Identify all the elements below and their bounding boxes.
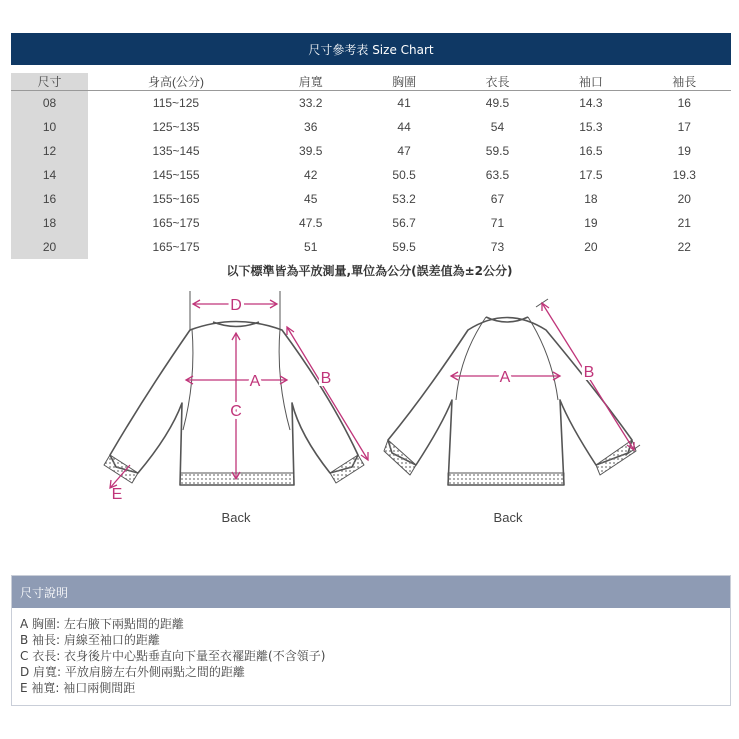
size-cell: 20 — [11, 235, 88, 259]
left-caption: Back — [221, 510, 251, 525]
right-labels — [500, 364, 595, 386]
table-cell: 16 — [677, 95, 691, 110]
table-cell: 125~135 — [152, 119, 200, 134]
table-cell: 15.3 — [579, 119, 603, 134]
table-cell: 145~155 — [152, 167, 200, 182]
right-cuff-right-rib — [596, 440, 636, 475]
table-cell: 39.5 — [299, 143, 323, 158]
table-cell: 47 — [397, 143, 411, 158]
table-cell: 56.7 — [392, 215, 416, 230]
right-garment — [384, 317, 636, 485]
left-cuff-right-rib — [330, 455, 364, 483]
label-e: E — [111, 486, 123, 503]
label-b-right: B — [583, 364, 595, 381]
table-cell: 45 — [304, 191, 318, 206]
left-labels — [112, 297, 332, 503]
table-cell: 19.3 — [672, 167, 696, 182]
size-cell: 16 — [11, 187, 88, 211]
table-cell: 33.2 — [299, 95, 323, 110]
header-size: 尺寸 — [11, 73, 88, 91]
table-cell: 20 — [677, 191, 691, 206]
size-cell: 08 — [11, 91, 88, 115]
table-cell: 155~165 — [152, 191, 200, 206]
table-cell: 49.5 — [485, 95, 510, 110]
label-a-left: A — [249, 373, 261, 390]
table-row — [11, 163, 731, 187]
left-hem-rib — [180, 473, 294, 485]
table-cell: 53.2 — [392, 191, 416, 206]
explanation-list — [12, 608, 730, 696]
table-cell: 17.5 — [579, 167, 603, 182]
size-explanation — [11, 575, 731, 706]
size-cell: 18 — [11, 211, 88, 235]
right-raglan-left — [456, 317, 486, 400]
right-hem-rib — [448, 473, 564, 485]
table-cell: 54 — [490, 119, 505, 134]
garment-diagram — [0, 285, 739, 525]
table-cell: 71 — [490, 215, 505, 230]
label-a-right: A — [499, 369, 511, 386]
table-cell: 20 — [584, 239, 598, 254]
label-b-left: B — [320, 370, 332, 387]
table-cell: 14.3 — [579, 95, 603, 110]
header-cuff: 袖口 — [544, 73, 637, 91]
table-cell: 16.5 — [579, 143, 603, 158]
explanation-item-b: B 袖長: 肩線至袖口的距離 — [20, 633, 160, 647]
table-cell: 73 — [490, 239, 505, 254]
table-row — [11, 187, 731, 211]
header-length: 衣長 — [451, 73, 544, 91]
table-row — [11, 115, 731, 139]
measure-b-line — [287, 327, 368, 460]
table-cell: 63.5 — [485, 167, 510, 182]
right-cuff-left-rib — [384, 440, 416, 475]
header-height: 身高(公分) — [88, 73, 264, 91]
table-cell: 165~175 — [152, 239, 200, 254]
explanation-item-a: A 胸圍: 左右腋下兩點間的距離 — [20, 617, 184, 631]
label-c: C — [230, 403, 242, 420]
table-cell: 50.5 — [392, 167, 416, 182]
table-row — [11, 139, 731, 163]
measurement-note: 以下標準皆為平放測量,單位為公分(誤差值為±2公分) — [226, 264, 513, 278]
right-caption: Back — [493, 510, 523, 525]
table-cell: 44 — [397, 119, 411, 134]
table-cell: 42 — [304, 167, 318, 182]
table-cell: 59.5 — [392, 239, 416, 254]
size-table — [11, 73, 731, 259]
right-garment-outline — [388, 318, 632, 486]
left-cuff-left-rib — [104, 455, 138, 483]
table-cell: 59.5 — [485, 143, 510, 158]
table-cell: 18 — [584, 191, 598, 206]
header-chest: 胸圍 — [357, 73, 450, 91]
label-d: D — [230, 297, 242, 314]
table-cell: 51 — [304, 239, 318, 254]
table-cell: 41 — [397, 95, 411, 110]
table-cell: 135~145 — [152, 143, 200, 158]
explanation-item-c: C 衣長: 衣身後片中心點垂直向下量至衣襬距離(不含領子) — [20, 649, 326, 663]
table-cell: 115~125 — [152, 95, 200, 110]
size-cell: 14 — [11, 163, 88, 187]
size-chart-title: 尺寸參考表 Size Chart — [11, 33, 731, 65]
size-cell: 12 — [11, 139, 88, 163]
header-sleeve: 袖長 — [638, 73, 731, 91]
table-cell: 67 — [490, 191, 505, 206]
size-cell: 10 — [11, 115, 88, 139]
explanation-header: 尺寸說明 — [12, 576, 730, 608]
table-cell: 21 — [677, 215, 691, 230]
table-row — [11, 235, 731, 259]
table-cell: 19 — [677, 143, 691, 158]
table-row — [11, 91, 731, 115]
right-raglan-right — [528, 317, 558, 400]
table-cell: 165~175 — [152, 215, 200, 230]
table-cell: 19 — [584, 215, 598, 230]
table-row — [11, 211, 731, 235]
table-cell: 17 — [677, 119, 691, 134]
explanation-item-e: E 袖寬: 袖口兩側間距 — [20, 681, 136, 695]
header-shoulder: 肩寬 — [264, 73, 357, 91]
explanation-item-d: D 肩寬: 平放肩膀左右外側兩點之間的距離 — [20, 665, 245, 679]
table-cell: 22 — [677, 239, 691, 254]
table-header-row — [11, 73, 731, 91]
table-cell: 47.5 — [299, 215, 323, 230]
right-measurements — [451, 299, 640, 455]
table-cell: 36 — [304, 119, 318, 134]
